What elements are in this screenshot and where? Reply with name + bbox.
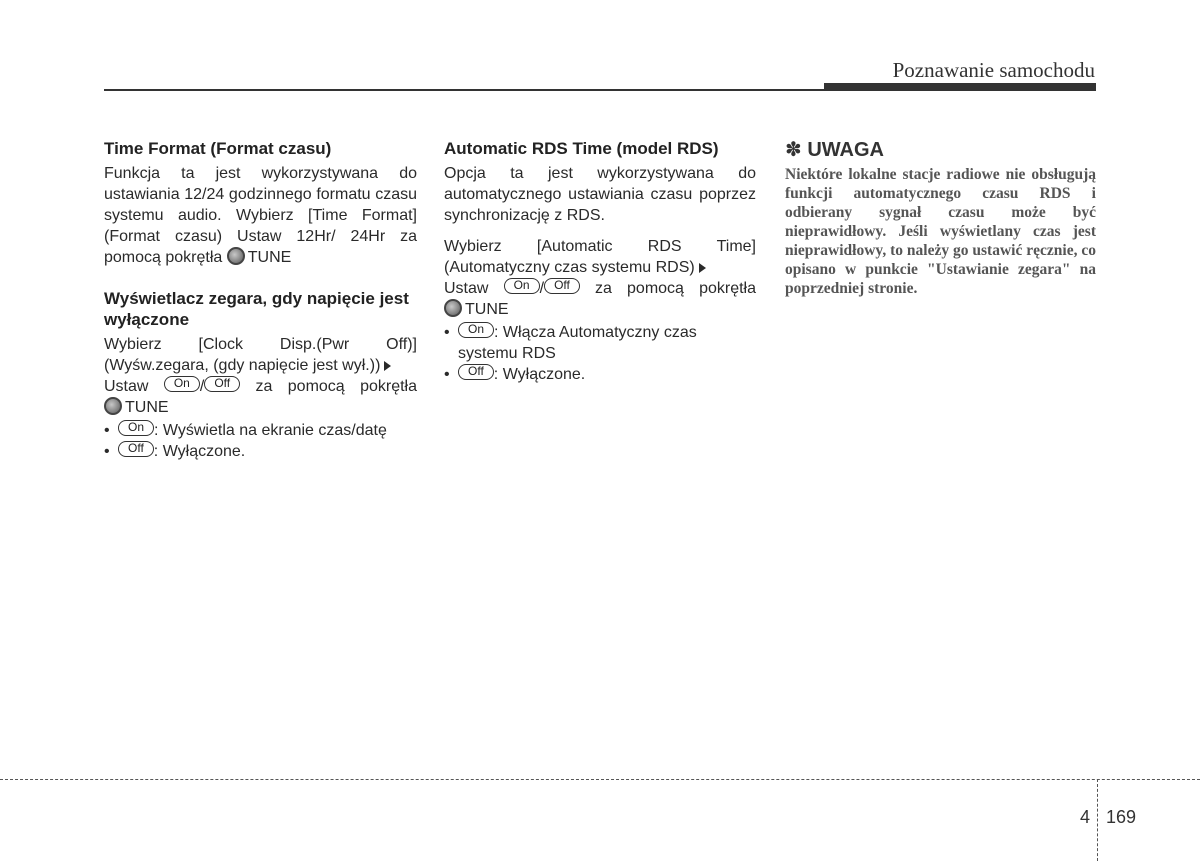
clock-display-line4 <box>104 397 417 418</box>
tune-knob-icon <box>104 397 122 415</box>
column-right <box>785 138 1096 298</box>
clock-display-options <box>104 420 417 462</box>
option-text: : Wyłączone. <box>493 366 586 383</box>
slash: / <box>539 280 545 297</box>
header-rule-bar <box>824 83 1096 91</box>
column-middle <box>444 138 756 385</box>
tune-knob-icon <box>444 299 462 317</box>
on-button-icon: On <box>504 278 540 294</box>
note-title: ✽ UWAGA <box>785 139 884 161</box>
column-left <box>104 138 417 462</box>
clock-display-line2-text: (Wyśw.zegara, (gdy napięcie jest wył.)) <box>104 357 381 374</box>
list-item <box>444 322 756 364</box>
header-rule <box>104 89 824 91</box>
clock-display-heading: Wyświetlacz zegara, gdy napięcie jest wyłączone <box>104 289 409 329</box>
za-pomoca-label: za pomocą pokrętła <box>255 378 417 395</box>
page-number: 169 <box>1106 807 1137 827</box>
tune-label: TUNE <box>247 249 292 266</box>
option-text: : Włącza Automatyczny czas systemu RDS <box>458 324 697 362</box>
clock-display-text <box>104 334 417 418</box>
page-header-title: Poznawanie samochodu <box>892 58 1095 82</box>
footer-vertical-divider <box>1097 779 1098 861</box>
rds-time-heading: Automatic RDS Time (model RDS) <box>444 139 719 158</box>
list-item <box>104 441 417 462</box>
time-format-text <box>104 163 417 268</box>
option-text: : Wyłączone. <box>153 443 246 460</box>
ustaw-label: Ustaw <box>444 280 489 297</box>
clock-display-line2 <box>104 355 417 376</box>
off-button-icon: Off <box>204 376 240 392</box>
ustaw-label: Ustaw <box>104 378 149 395</box>
note-text: Niektóre lokalne stacje radiowe nie obsługują funkcji automatycznego czasu RDS i odbierany sygnał czasu może być nieprawidłowy. Jeśli wyświetlany czas jest nieprawidłowy, to należy go ustawić ręcznie, co opisano w punkcie "Ustawianie zegara" na poprzedniej stronie. <box>785 166 1096 297</box>
on-button-icon: On <box>164 376 200 392</box>
rds-line4 <box>444 299 756 320</box>
off-button-icon: Off <box>458 364 494 380</box>
time-format-body: Funkcja ta jest wykorzystywana do ustawiania 12/24 godzinnego formatu czasu systemu audio. Wybierz [Time Format] (Format czasu) Ustaw 12Hr/ 24Hr za pomocą pokrętła <box>104 165 417 266</box>
rds-options <box>444 322 756 385</box>
on-button-icon: On <box>118 420 154 436</box>
clock-display-line1: Wybierz [Clock Disp.(Pwr Off)] <box>104 336 417 353</box>
rds-line1: Wybierz [Automatic RDS Time] <box>444 238 756 255</box>
clock-display-line3 <box>104 376 417 397</box>
za-pomoca-label: za pomocą pokrętła <box>595 280 756 297</box>
tune-label: TUNE <box>465 301 509 318</box>
off-button-icon: Off <box>544 278 580 294</box>
rds-line3 <box>444 278 756 299</box>
rds-line2-text: (Automatyczny czas systemu RDS) <box>444 259 695 276</box>
rds-time-instructions <box>444 236 756 320</box>
off-button-icon: Off <box>118 441 154 457</box>
rds-line2 <box>444 257 756 278</box>
tune-label: TUNE <box>125 399 169 416</box>
arrow-right-icon <box>384 361 391 371</box>
list-item <box>444 364 756 385</box>
tune-knob-icon <box>227 247 245 265</box>
rds-time-body: Opcja ta jest wykorzystywana do automatycznego ustawiania czasu poprzez synchronizację z RDS. <box>444 165 756 224</box>
time-format-heading: Time Format (Format czasu) <box>104 139 332 158</box>
option-text: : Wyświetla na ekranie czas/datę <box>154 422 387 439</box>
on-button-icon: On <box>458 322 494 338</box>
list-item <box>104 420 417 441</box>
chapter-number: 4 <box>1080 807 1091 827</box>
slash: / <box>199 378 205 395</box>
footer-divider <box>0 779 1200 780</box>
arrow-right-icon <box>699 263 706 273</box>
